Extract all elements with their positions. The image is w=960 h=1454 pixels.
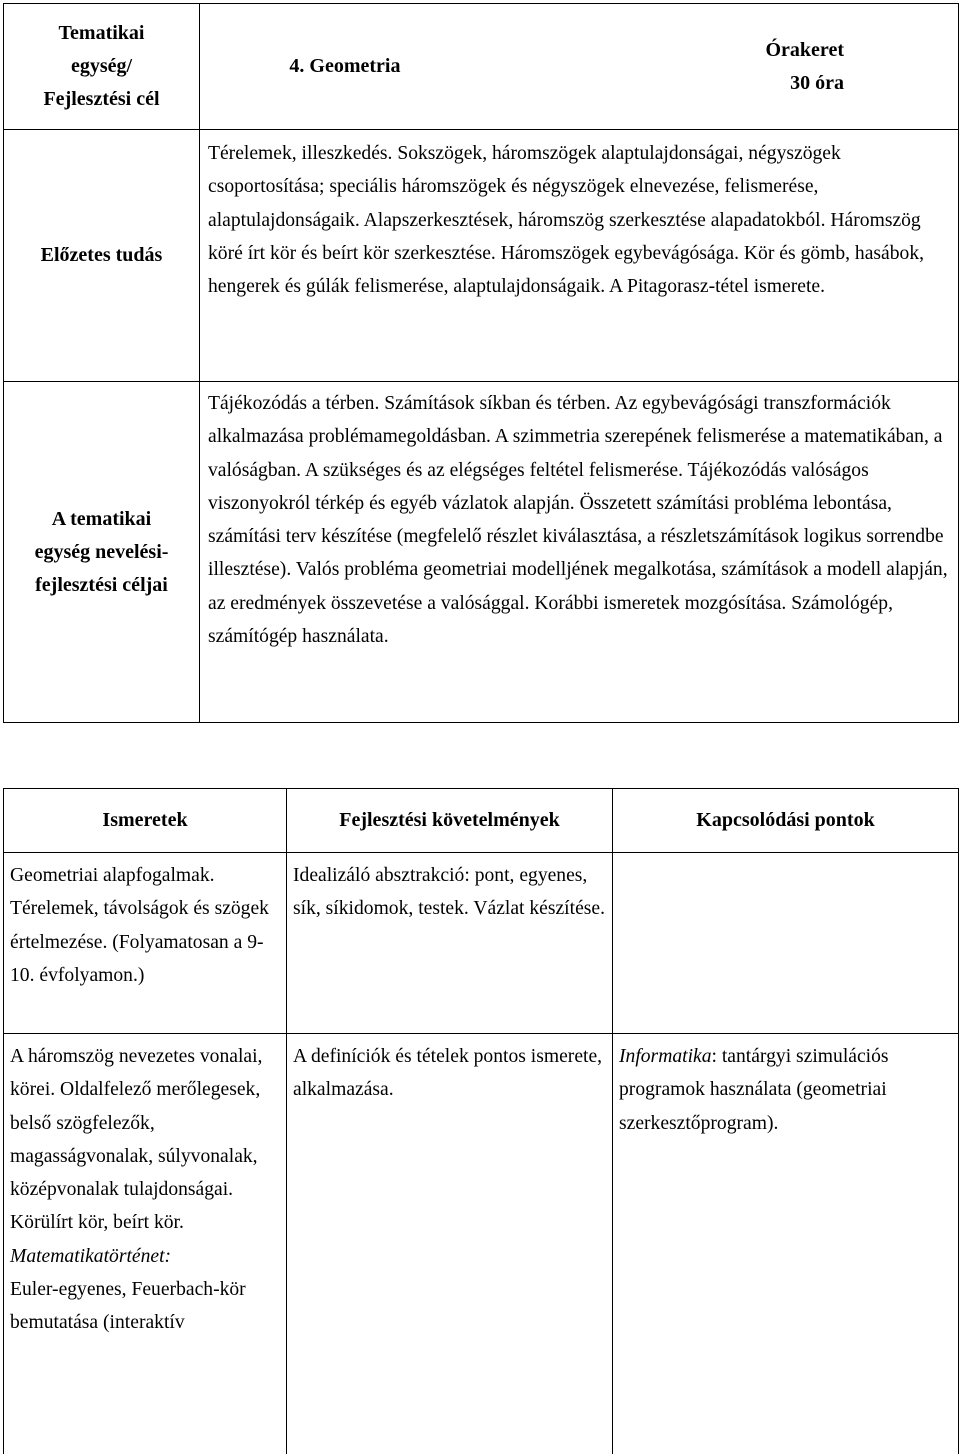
unit-title-text: 4. Geometria [289,55,401,77]
links-subject: Informatika [619,1046,712,1067]
knowledge-text: A háromszög nevezetes vonalai, körei. Oldalfelező merőlegesek, belső szögfelezők, magasságvonalak, súlyvonalak, középvonalak tulajdonságai. Körülírt kör, beírt kör. [10,1046,263,1234]
table-row [4,1034,959,1454]
goals-label-line: egység nevelési- [34,540,169,563]
unit-header-label-line: Fejlesztési cél [43,88,160,110]
goals-row [4,382,959,723]
prior-knowledge-text: Térelemek, illeszkedés. Sokszögek, háromszögek alaptulajdonságai, négyszögek csoportosítása; speciális háromszögek és négyszögek elnevezése, felismerése, alaptulajdonságaik. Alapszerkesztések, háromszög szerkesztése alapadatokból. Háromszög köré írt kör és beírt kör szerkesztése. Háromszögek egybevágósága. Kör és gömb, hasábok, hengerek és gúlák felismerése, alaptulajdonságaik. A Pitagorasz-tétel ismerete. [200,130,959,382]
unit-overview-table [3,3,959,723]
time-frame-label: Órakeret [765,38,844,61]
knowledge-cell: Geometriai alapfogalmak. Térelemek, távolságok és szögek értelmezése. (Folyamatosan a 9-10. évfolyamon.) [4,853,287,1034]
column-header-requirements: Fejlesztési követelmények [287,789,613,853]
links-cell [613,1034,959,1454]
unit-title [200,4,509,130]
column-header-links: Kapcsolódási pontok [613,789,959,853]
curriculum-header-row [4,789,959,853]
requirements-cell: A definíciók és tételek pontos ismerete, alkalmazása. [287,1034,613,1454]
requirements-cell: Idealizáló absztrakció: pont, egyenes, sík, síkidomok, testek. Vázlat készítése. [287,853,613,1034]
goals-label-line: fejlesztési céljai [35,573,168,596]
unit-header-label [4,4,200,130]
history-text: Euler-egyenes, Feuerbach-kör bemutatása (interaktív [10,1279,246,1334]
goals-text: Tájékozódás a térben. Számítások síkban és térben. Az egybevágósági transzformációk alkalmazása problémamegoldásban. A szimmetria szerepének felismerése a matematikában, a valóságban. A szükséges és az elégséges feltétel felismerése. Tájékozódás valóságos viszonyokról térkép és egyéb vázlatok alapján. Összetett számítási probléma lebontása, számítási terv készítése (megfelelő részlet kiválasztása, a részletszámítások logikus sorrendbe illesztése). Valós probléma geometriai modelljének megalkotása, számítások a modell alapján, az eredmények összevetése a valósággal. Korábbi ismeretek mozgósítása. Számológép, számítógép használata. [200,382,959,723]
unit-header-label-line: egység/ [70,55,133,77]
prior-knowledge-label-text: Előzetes tudás [40,244,163,266]
unit-header-row [4,4,959,130]
history-label: Matematikatörténet: [10,1245,172,1267]
column-header-knowledge: Ismeretek [4,789,287,853]
prior-knowledge-label [4,130,200,382]
knowledge-cell [4,1034,287,1454]
prior-knowledge-row [4,130,959,382]
goals-label [4,382,200,723]
curriculum-table [3,788,959,1454]
time-frame [509,4,959,130]
unit-header-label-line: Tematikai [58,22,145,44]
links-cell [613,853,959,1034]
links-text: : tantárgyi szimulációs programok használata (geometriai szerkesztőprogram). [619,1046,889,1134]
table-row [4,853,959,1034]
time-frame-value: 30 óra [790,71,844,94]
goals-label-line: A tematikai [51,507,152,530]
